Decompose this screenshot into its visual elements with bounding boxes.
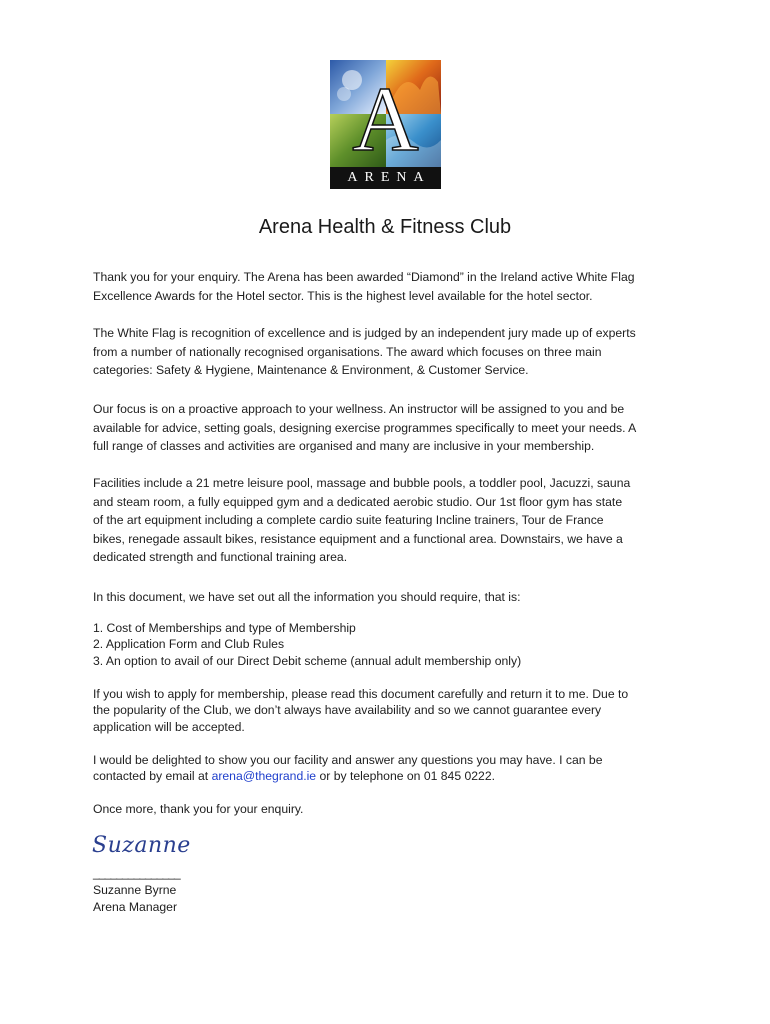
facilities-line-4: bikes, renegade assault bikes, resistance equipment and a functional area. Downstairs, we have a — [93, 531, 623, 546]
contact-line-2-start: contacted by email at — [93, 769, 212, 784]
facilities-line-3: of the art equipment including a complete cardio suite featuring Incline trainers, Tour de France — [93, 513, 604, 528]
contact-line-2-end: or by telephone on 01 845 0222. — [316, 769, 495, 784]
logo-letter: A — [352, 68, 419, 167]
contact-line-1: I would be delighted to show you our facility and answer any questions you may have. I can be — [93, 753, 603, 767]
apply-line-2: the popularity of the Club, we don’t always have availability and so we cannot guarantee every — [93, 703, 602, 718]
intro-line-1: Thank you for your enquiry. The Arena has been awarded “Diamond” in the Ireland active White Flag — [93, 270, 635, 284]
intro-paragraph — [93, 268, 693, 305]
facilities-line-2: and steam room, a fully equipped gym and a dedicated aerobic studio. Our 1st floor gym has state — [93, 494, 623, 509]
arena-logo — [330, 60, 441, 189]
list-item: 2. Application Form and Club Rules — [93, 637, 285, 652]
focus-line-2: available for advice, setting goals, designing exercise programmes specifically to meet your needs. A — [93, 420, 637, 435]
logo-wordmark: ARENA — [347, 170, 431, 185]
document-contents-intro: In this document, we have set out all the information you should require, that is: — [93, 590, 521, 604]
logo-letter-a — [330, 60, 441, 167]
page-title: Arena Health & Fitness Club — [258, 216, 512, 238]
signature-rule: _______________ — [93, 866, 180, 880]
list-item: 1. Cost of Memberships and type of Membership — [93, 621, 356, 635]
white-flag-line-2: from a number of nationally recognised organisations. The award which focuses on three main — [93, 344, 602, 359]
white-flag-line-1: The White Flag is recognition of excellence and is judged by an independent jury made up of experts — [93, 326, 636, 340]
facilities-paragraph — [93, 474, 693, 567]
handwritten-signature: Suzanne — [92, 833, 191, 858]
focus-paragraph — [93, 400, 693, 456]
facilities-line-5: dedicated strength and functional training area. — [93, 550, 348, 565]
signatory-name: Suzanne Byrne — [93, 883, 177, 897]
signatory-role: Arena Manager — [93, 900, 178, 914]
white-flag-paragraph — [93, 324, 693, 380]
contact-paragraph — [93, 752, 693, 785]
white-flag-line-3: categories: Safety & Hygiene, Maintenance & Environment, & Customer Service. — [93, 363, 529, 378]
email-link[interactable]: arena@thegrand.ie — [211, 769, 317, 784]
apply-line-1: If you wish to apply for membership, please read this document carefully and return it to me. Due to — [93, 687, 629, 701]
contents-list — [93, 620, 693, 669]
closing-line: Once more, thank you for your enquiry. — [93, 802, 304, 816]
list-item: 3. An option to avail of our Direct Debit scheme (annual adult membership only) — [93, 653, 522, 668]
facilities-line-1: Facilities include a 21 metre leisure pool, massage and bubble pools, a toddler pool, Jacuzzi, sauna — [93, 476, 631, 490]
intro-line-2: Excellence Awards for the Hotel sector. This is the highest level available for the hotel sector. — [93, 288, 593, 303]
apply-line-3: application will be accepted. — [93, 719, 245, 734]
apply-paragraph — [93, 686, 693, 735]
focus-line-1: Our focus is on a proactive approach to your wellness. An instructor will be assigned to you and be — [93, 402, 625, 416]
contact-line-2 — [93, 768, 693, 784]
focus-line-3: full range of classes and activities are organised and many are inclusive in your membership. — [93, 439, 595, 454]
